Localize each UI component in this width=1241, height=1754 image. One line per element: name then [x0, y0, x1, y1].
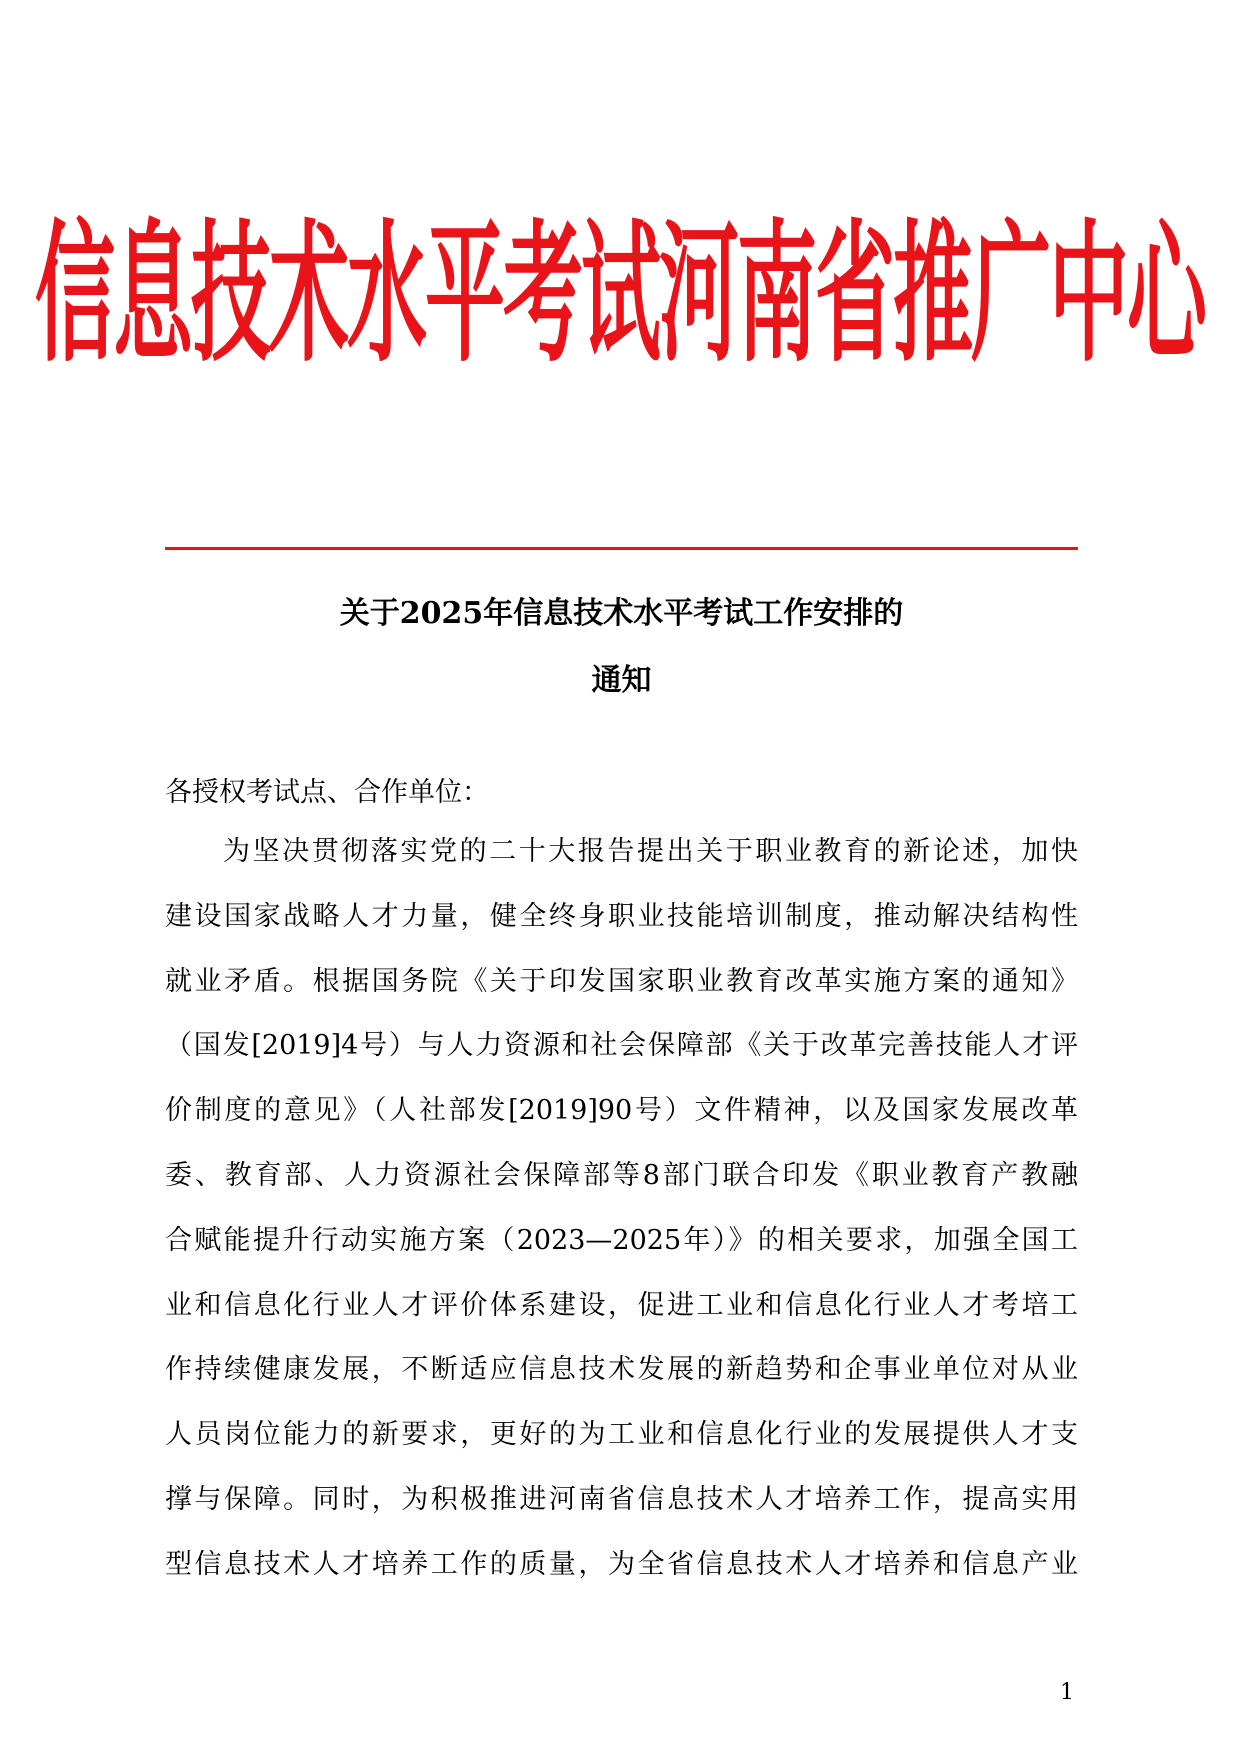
body-line: 委、教育部、人力资源社会保障部等8部门联合印发《职业教育产教融	[165, 1159, 1078, 1191]
body-line: 型信息技术人才培养工作的质量，为全省信息技术人才培养和信息产业	[165, 1548, 1078, 1580]
body-line: 建设国家战略人才力量，健全终身职业技能培训制度，推动解决结构性	[165, 900, 1078, 932]
body-line: 撑与保障。同时，为积极推进河南省信息技术人才培养工作，提高实用	[165, 1483, 1078, 1515]
body-line: （国发[2019]4号）与人力资源和社会保障部《关于改革完善技能人才评	[165, 1030, 1078, 1062]
body-line: 业和信息化行业人才评价体系建设，促进工业和信息化行业人才考培工	[165, 1289, 1078, 1321]
organization-header: 信息技术水平考试河南省推广中心	[35, 204, 1205, 382]
document-title-line-2: 通知	[591, 663, 652, 698]
body-line: 人员岗位能力的新要求，更好的为工业和信息化行业的发展提供人才支	[165, 1419, 1078, 1451]
body-line: 作持续健康发展，不断适应信息技术发展的新趋势和企事业单位对从业	[165, 1354, 1078, 1386]
page-number: 1	[1060, 1680, 1074, 1705]
body-paragraph	[165, 830, 1078, 1608]
document-title-line-1: 关于2025年信息技术水平考试工作安排的	[339, 596, 904, 631]
body-line: 就业矛盾。根据国务院《关于印发国家职业教育改革实施方案的通知》	[165, 965, 1078, 997]
body-line: 为坚决贯彻落实党的二十大报告提出关于职业教育的新论述，加快	[223, 836, 1078, 867]
salutation: 各授权考试点、合作单位：	[165, 777, 489, 808]
red-divider-rule	[165, 547, 1078, 550]
body-line: 合赋能提升行动实施方案（2023—2025年）》的相关要求，加强全国工	[165, 1224, 1078, 1256]
body-line: 价制度的意见》（人社部发[2019]90号）文件精神，以及国家发展改革	[165, 1095, 1078, 1127]
